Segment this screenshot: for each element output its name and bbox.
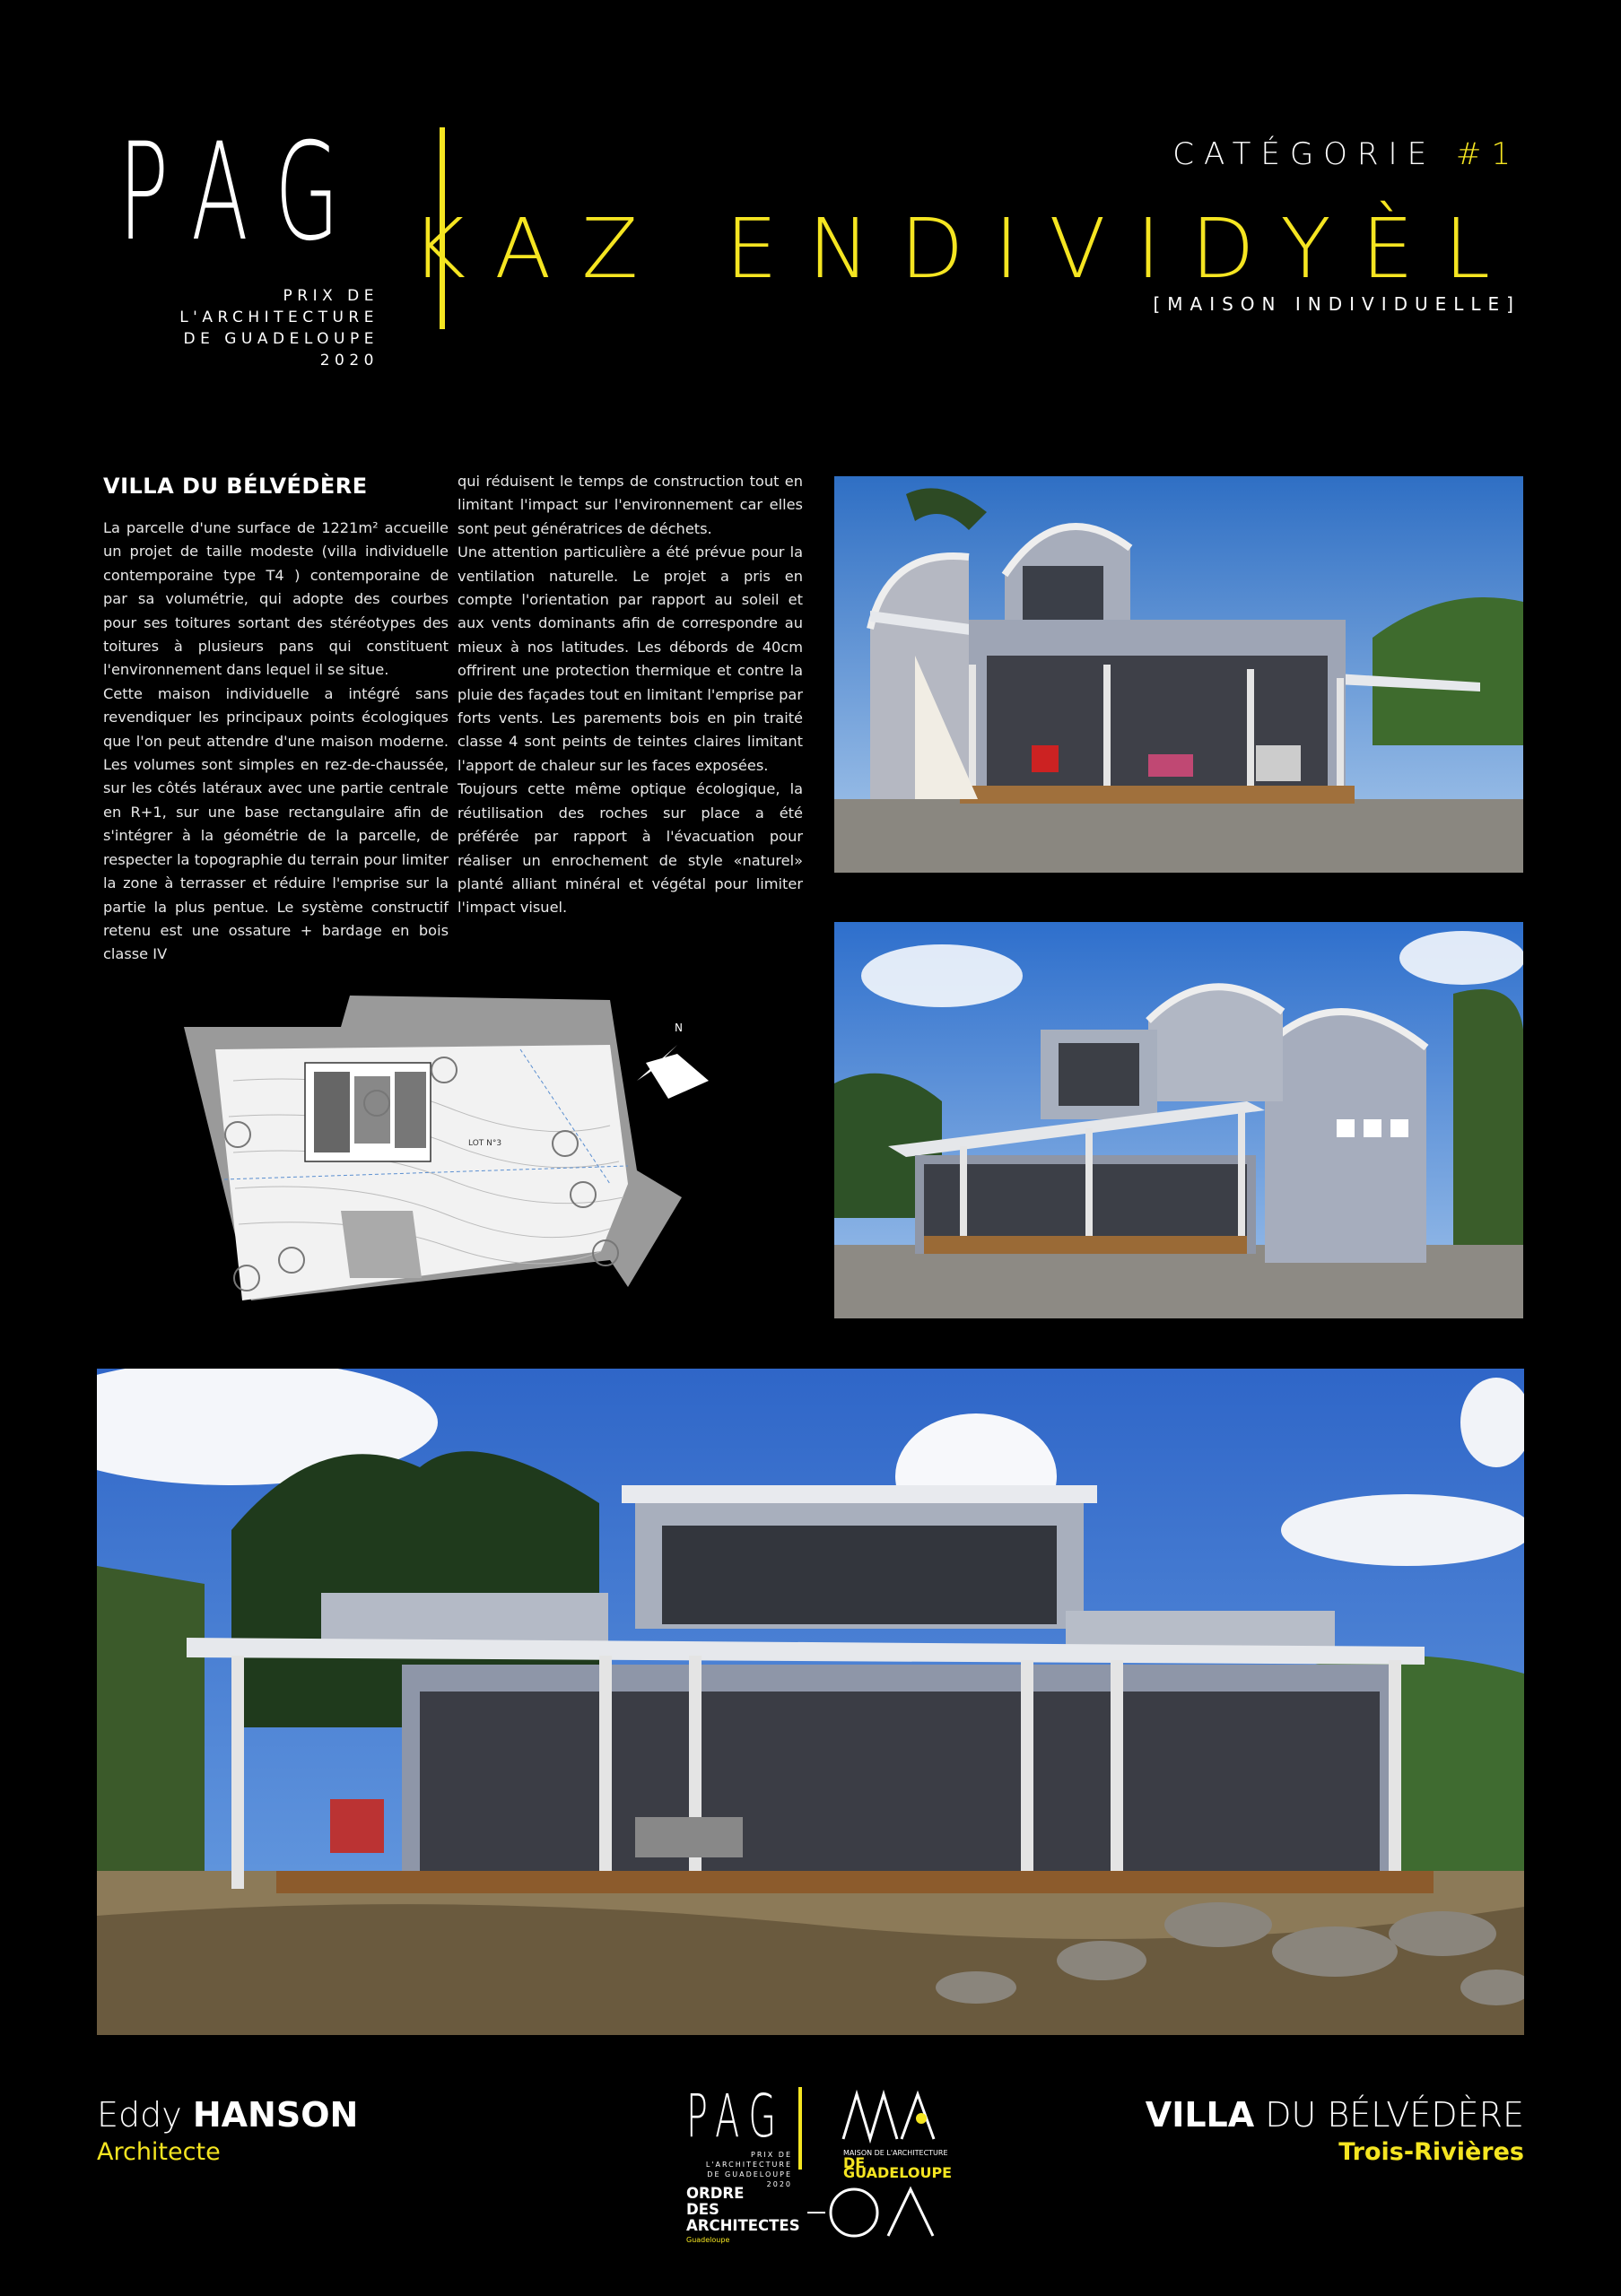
category-subtitle: [MAISON INDIVIDUELLE] [1153, 293, 1521, 315]
article-column-2 [458, 470, 803, 920]
architect-first-name: Eddy [97, 2095, 193, 2135]
project-name-bold: VILLA [1145, 2095, 1255, 2135]
paragraph: La parcelle d'une surface de 1221m² accueille un projet de taille modeste (villa individuelle contemporaine type T4 ) contemporaine de par sa volumétrie, qui adopte des courbes pour ses toitures sortant des stéréotypes des toitures à plusieurs pans qui constituent l'environnement dans lequel il se situe. [103, 519, 449, 679]
architect-name [97, 2095, 358, 2135]
paragraph: Cette maison individuelle a intégré sans revendiquer les principaux points écologiques que l'on peut attendre d'une maison moderne. Les volumes sont simples en rez-de-chaussée, sur les côtés latéraux avec une partie centrale en R+1, sur une base rectangulaire afin de s'intégrer à la géométrie de la parcelle, de respecter la topographie du terrain pour limiter la zone à terrasser et réduire l'emprise sur la partie la plus pentue. Le système constructif retenu est une ossature + bardage en bois classe IV [103, 684, 449, 963]
pag-logo-line1: PRIX DE L'ARCHITECTURE [179, 287, 379, 326]
ordre-line1: ORDRE [686, 2185, 745, 2202]
paragraph: Une attention particulière a été prévue pour la ventilation naturelle. Le projet a pris en compte l'orientation par rapport au soleil et aux vents dominants afin de correspondre au mieux à nos latitudes. Les débords de 40cm offrirent une protection thermique et contre la pluie des façades tout en limitant l'emprise par forts vents. Les parements bois en pin traité classe 4 sont peints de teintes claires limitant l'apport de chaleur sur les faces exposées. [458, 544, 803, 774]
north-label: N [675, 1022, 683, 1034]
site-plan [179, 991, 718, 1314]
category-word: CATÉGORIE [1172, 136, 1456, 172]
pag-logo-subtitle [118, 285, 379, 371]
project-name-rest: DU BÉLVÉDÈRE [1254, 2095, 1524, 2135]
project-city: Trois-Rivières [1338, 2138, 1524, 2166]
project-name [1146, 2095, 1524, 2135]
maison-architecture-logo-icon [839, 2090, 946, 2144]
lot-label: LOT N°3 [468, 1139, 502, 1148]
category-number: #1 [1455, 136, 1521, 172]
pag-logo-line2: DE GUADELOUPE 2020 [183, 330, 379, 370]
footer-logo-divider [798, 2087, 802, 2170]
architect-last-name: HANSON [192, 2095, 359, 2135]
footer-pag-subtitle [689, 2150, 792, 2189]
partner-logos [682, 2082, 953, 2265]
maison-architecture-line2: DE GUADELOUPE [843, 2154, 953, 2181]
maison-architecture-text [843, 2148, 953, 2181]
footer-pag-line1: PRIX DE L'ARCHITECTURE [705, 2151, 792, 2169]
ordre-line3: ARCHITECTES [686, 2217, 800, 2234]
pag-logo-letters: PAG [118, 115, 368, 271]
ordre-architectes-logo-icon [807, 2186, 946, 2239]
category-label [1172, 136, 1521, 172]
article-column-1 [103, 517, 449, 967]
ordre-line2: DES [686, 2201, 719, 2218]
paragraph: Toujours cette même optique écologique, la réutilisation des roches sur place a été préférée par rapport à l'évacuation pour réaliser un enrochement de style «naturel» planté alliant minéral et végétal pour limiter l'impact visuel. [458, 780, 803, 917]
architect-role: Architecte [97, 2138, 221, 2166]
footer-pag-logo: PAG [686, 2082, 786, 2151]
paragraph: qui réduisent le temps de construction tout en limitant l'impact sur l'environnement car elles sont peut génératrices de déchets. [458, 473, 803, 537]
house-photo-side [834, 922, 1523, 1318]
maison-architecture-line1: MAISON DE L'ARCHITECTURE [843, 2149, 948, 2157]
pag-logo [118, 115, 414, 370]
north-arrow-icon [637, 1022, 709, 1099]
ordre-region: Guadeloupe [686, 2236, 730, 2244]
category-title: KAZ ENDIVIDYÈL [411, 201, 1521, 297]
house-photo-panorama [97, 1369, 1524, 2035]
article-title: VILLA DU BÉLVÉDÈRE [103, 474, 368, 499]
house-photo-front-three-quarter [834, 476, 1523, 873]
footer-pag-line2: DE GUADELOUPE 2020 [707, 2170, 792, 2188]
ordre-architectes-text [686, 2186, 800, 2234]
